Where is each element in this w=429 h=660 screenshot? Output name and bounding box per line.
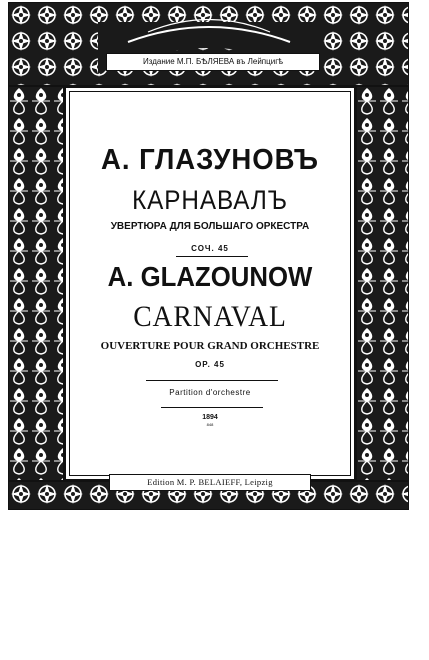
ornamental-border: [8, 2, 409, 510]
ornament-left-band: [8, 86, 64, 481]
opus-number-french: OP. 45: [195, 360, 225, 369]
plate-number: 848: [206, 422, 214, 427]
opus-number-russian: СОЧ. 45: [191, 244, 229, 253]
work-subtitle-french: OUVERTURE POUR GRAND ORCHESTRE: [100, 340, 320, 352]
ornament-top-band: [8, 2, 409, 86]
separator-rule: [161, 407, 263, 408]
title-panel: [64, 86, 356, 481]
publisher-top-label: Издание М.П. БѢЛЯЕВА въ Лейпцигѣ: [106, 53, 320, 71]
work-title-russian: КАРНАВАЛЪ: [132, 185, 288, 215]
separator-rule: [176, 256, 248, 257]
publisher-bottom-label: Edition M. P. BELAIEFF, Leipzig: [109, 474, 311, 491]
score-type-label: Partition d'orchestre: [169, 388, 251, 397]
separator-rule: [146, 380, 278, 381]
publication-year: 1894: [202, 414, 218, 421]
work-subtitle-russian: УВЕРТЮРА ДЛЯ БОЛЬШАГО ОРКЕСТРА: [110, 221, 310, 232]
work-title-french: CARNAVAL: [133, 300, 287, 333]
ornament-right-band: [356, 86, 409, 481]
composer-name-french: A. GLAZOUNOW: [107, 261, 313, 292]
composer-name-russian: А. ГЛАЗУНОВЪ: [101, 144, 319, 176]
ornament-left-pattern: [8, 86, 64, 481]
ornament-right-pattern: [356, 86, 409, 481]
ornament-top-pattern: [8, 2, 409, 86]
